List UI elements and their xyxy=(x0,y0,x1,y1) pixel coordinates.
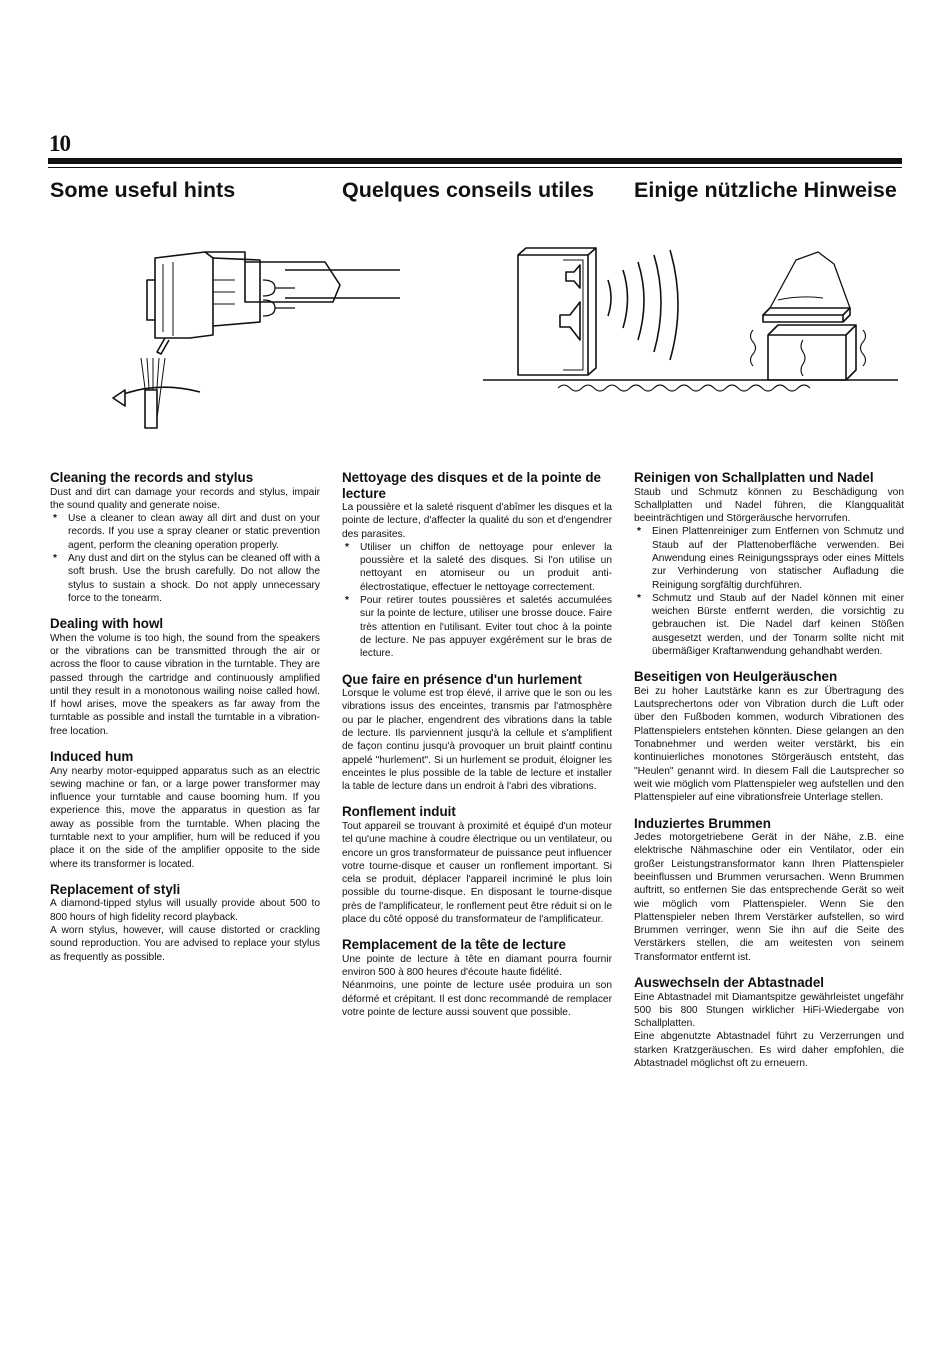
section-brummen xyxy=(634,816,904,964)
column-english xyxy=(50,470,320,975)
header-rule xyxy=(48,158,902,164)
remplacement-text-2: Néanmoins, une pointe de lecture usée produira un son déformé et crépitant. Il est donc recommandé de remplacer votre pointe de lecture aussi souvent que possible. xyxy=(342,980,612,1018)
heulgeraeusche-text: Bei zu hoher Lautstärke kann es zur Übertragung des Lautsprechertons oder von Vibration durch die Luft oder über den Fußboden kommen, wodurch Vibrationen des Plattenspielers entstehen könnten. Diese gelangen an den Tonabnehmer und werden weiter verstärkt, bis ein kontinuierliches monotones Störgeräusch entsteht, das "Heulen" genannt wird. In diesem Fall die Lautsprecher so weit wie möglich vom Plattenspieler weg aufstellen und den Plattenspieler auf eine vibrationsfreie Unterlage stellen. xyxy=(634,685,904,804)
section-reinigen xyxy=(634,470,904,658)
heading-cleaning: Cleaning the records and stylus xyxy=(50,470,254,485)
heading-abtastnadel: Auswechseln der Abtastnadel xyxy=(634,975,824,990)
stylus-cleaning-illustration xyxy=(95,240,405,430)
title-french: Quelques conseils utiles xyxy=(342,178,595,202)
section-hurlement xyxy=(342,672,612,794)
styli-text-1: A diamond-tipped stylus will usually provide about 500 to 800 hours of high fidelity record playback. xyxy=(50,898,320,923)
heading-reinigen: Reinigen von Schallplatten und Nadel xyxy=(634,470,874,485)
reinigen-bullet-2: * Schmutz und Staub auf der Nadel können mit einer weichen Bürste entfernt werden, die vorsichtig zu gebrauchen ist. Die Nadel darf keinen Stößen ausgesetzt werden, und der Tonarm sollte nicht mit übermäßiger Kraftanwendung gehandhabt werden. xyxy=(634,592,904,658)
section-heulgeraeusche xyxy=(634,669,904,804)
page-number: 10 xyxy=(49,131,70,156)
heading-remplacement: Remplacement de la tête de lecture xyxy=(342,937,567,953)
ronflement-text: Tout appareil se trouvant à proximité et équipé d'un moteur tel qu'une machine à coudre électrique ou un ventilateur, ou encore un gros transformateur de puissance peut influencer votre tourne-disque et causer un ronflement important. Si cela se produit, déplacer l'appareil incriminé le plus loin possible du tourne-disque. En disposant le tourne-disque près de l'amplificateur, le ronflement peut être réduit si on le place du côté opposé du transformateur de l'amplificateur. xyxy=(342,820,612,926)
abtastnadel-text-2: Eine abgenutzte Abtastnadel führt zu Verzerrungen und starken Kratzgeräuschen. Es wird daher empfohlen, die Abtastnadel möglichst oft zu erneuern. xyxy=(634,1031,904,1069)
nettoyage-list xyxy=(342,541,612,661)
hurlement-text: Lorsque le volume est trop élevé, il arrive que le son ou les vibrations issus des enceintes, transmis par l'atmosphère ou par le placher, engendrent des vibrations dans la table de lecture. Ils parviennent jusqu'à la cellule et s'amplifient de façon continu jusqu'à provoquer un bruit plaintf continu appelé "hurlement". Si un hurlement se produit, éloigner les enceintes le plus possible de la table de lecture et installer la table de lecture dans un endroit à l'abri des vibrations. xyxy=(342,688,612,793)
cleaning-intro: Dust and dirt can damage your records and stylus, impair the sound quality and generate noise. xyxy=(50,486,320,511)
cleaning-list xyxy=(50,512,320,605)
header-rule-thin xyxy=(48,167,902,168)
section-abtastnadel xyxy=(634,975,904,1070)
abtastnadel-text-1: Eine Abtastnadel mit Diamantspitze gewährleistet ungefähr 500 bis 800 Stungen wirklicher HiFi-Wiedergabe von Schallplatten. xyxy=(634,991,904,1030)
heading-ronflement: Ronflement induit xyxy=(342,804,456,820)
reinigen-list xyxy=(634,525,904,658)
howl-illustration xyxy=(478,240,903,400)
brummen-text: Jedes motorgetriebene Gerät in der Nähe, z.B. eine elektrische Nähmaschine oder ein Ventilator, oder ein großer Leistungstransformator kann Ihren Plattenspieler beeinflussen und Brummen verursachen. Wenn Brummen auftritt, so entfernen Sie das entsprechende Gerät so weit wie möglich vom Plattenspieler. Wenn Sie den Plattenspieler neben Ihrem Verstärker aufstellen, so wird Brummen verringer, wenn Sie ihn auf die Seite des Verstärkers stellen, die am weitesten von seinem Transformator entfernt ist. xyxy=(634,832,904,963)
heading-hurlement: Que faire en présence d'un hurlement xyxy=(342,671,582,687)
remplacement-text-1: Une pointe de lecture à tête en diamant pourra fournir environ 500 à 800 heures d'écoute haute fidélité. xyxy=(342,953,612,979)
heading-brummen: Induziertes Brummen xyxy=(634,815,771,831)
section-cleaning xyxy=(50,470,320,605)
cleaning-bullet-2: * Any dust and dirt on the stylus can be cleaned off with a soft brush. Use the brush carefully. Do not allow the stylus to sustain a shock. Do not apply unnecessary force to the tonearm. xyxy=(50,552,320,605)
howl-text: When the volume is too high, the sound from the speakers or the vibrations can be transmitted through the air or across the floor to cause vibration in the turntable. They are passed through the cartridge and continuously amplified until they result in a monotonous wailing noise called howl. If howl arises, move the speakers as far away from the turntable as possible and install the turntable in a vibration-free location. xyxy=(50,632,320,737)
heading-hum: Induced hum xyxy=(50,749,134,765)
title-german: Einige nützliche Hinweise xyxy=(634,178,897,202)
section-ronflement xyxy=(342,804,612,926)
heading-heulgeraeusche: Beseitigen von Heulgeräuschen xyxy=(634,669,838,685)
heading-howl: Dealing with howl xyxy=(50,616,164,632)
title-english: Some useful hints xyxy=(50,178,236,202)
nettoyage-bullet-1: * Utiliser un chiffon de nettoyage pour enlever la poussière et la saleté des disques. Si l'on utilise un nettoyant en atomiseur ou un produit anti-électrostatique, effectuer le nettoyage correctement. xyxy=(342,541,612,594)
reinigen-intro: Staub und Schmutz können zu Beschädigung von Schallplatten und Nadel führen, die Klangqualität beeinträchtigen und Störgeräusche hervorrufen. xyxy=(634,486,904,525)
section-styli xyxy=(50,882,320,964)
reinigen-bullet-1: * Einen Plattenreiniger zum Entfernen von Schmutz und Staub auf der Plattenoberfläche verwenden. Bei Anwendung eines Reinigungssprays oder eines Mittels zur Verhinderung von statischer Aufladung die Reinigung sorgfältig durchführen. xyxy=(634,525,904,591)
column-german xyxy=(634,470,904,1081)
heading-styli: Replacement of styli xyxy=(50,881,181,897)
hum-text: Any nearby motor-equipped apparatus such as an electric sewing machine or fan, or a large power transformer may influence your turntable and cause booming hum. If you experience this, move the apparatus in question as far away as possible from the turntable. When placing the turntable next to your amplifier, hum will be reduced if you place it on the side of the amplifier opposite to the side where its transformer is located. xyxy=(50,765,320,870)
section-remplacement xyxy=(342,937,612,1019)
cleaning-bullet-1: * Use a cleaner to clean away all dirt and dust on your records. If you use a spray cleaner or static prevention agent, perform the cleaning operation properly. xyxy=(50,512,320,552)
column-french xyxy=(342,470,612,1030)
section-hum xyxy=(50,749,320,871)
nettoyage-intro: La poussière et la saleté risquent d'abîmer les disques et la pointe de lecture, d'affecter la qualité du son et d'engendrer des parasites. xyxy=(342,502,612,540)
section-howl xyxy=(50,616,320,738)
section-nettoyage xyxy=(342,470,612,661)
heading-nettoyage: Nettoyage des disques et de la pointe de lecture xyxy=(342,470,601,501)
nettoyage-bullet-2: * Pour retirer toutes poussières et saletés accumulées sur la pointe de lecture, utiliser une brosse douce. Faire très attention en l'utilisant. Eviter tout choc à la pointe de lecture. Ne pas appuyer exgérément sur le bras de lecture. xyxy=(342,594,612,660)
styli-text-2: A worn stylus, however, will cause distorted or crackling sound reproduction. You are advised to replace your stylus as frequently as possible. xyxy=(50,925,320,963)
